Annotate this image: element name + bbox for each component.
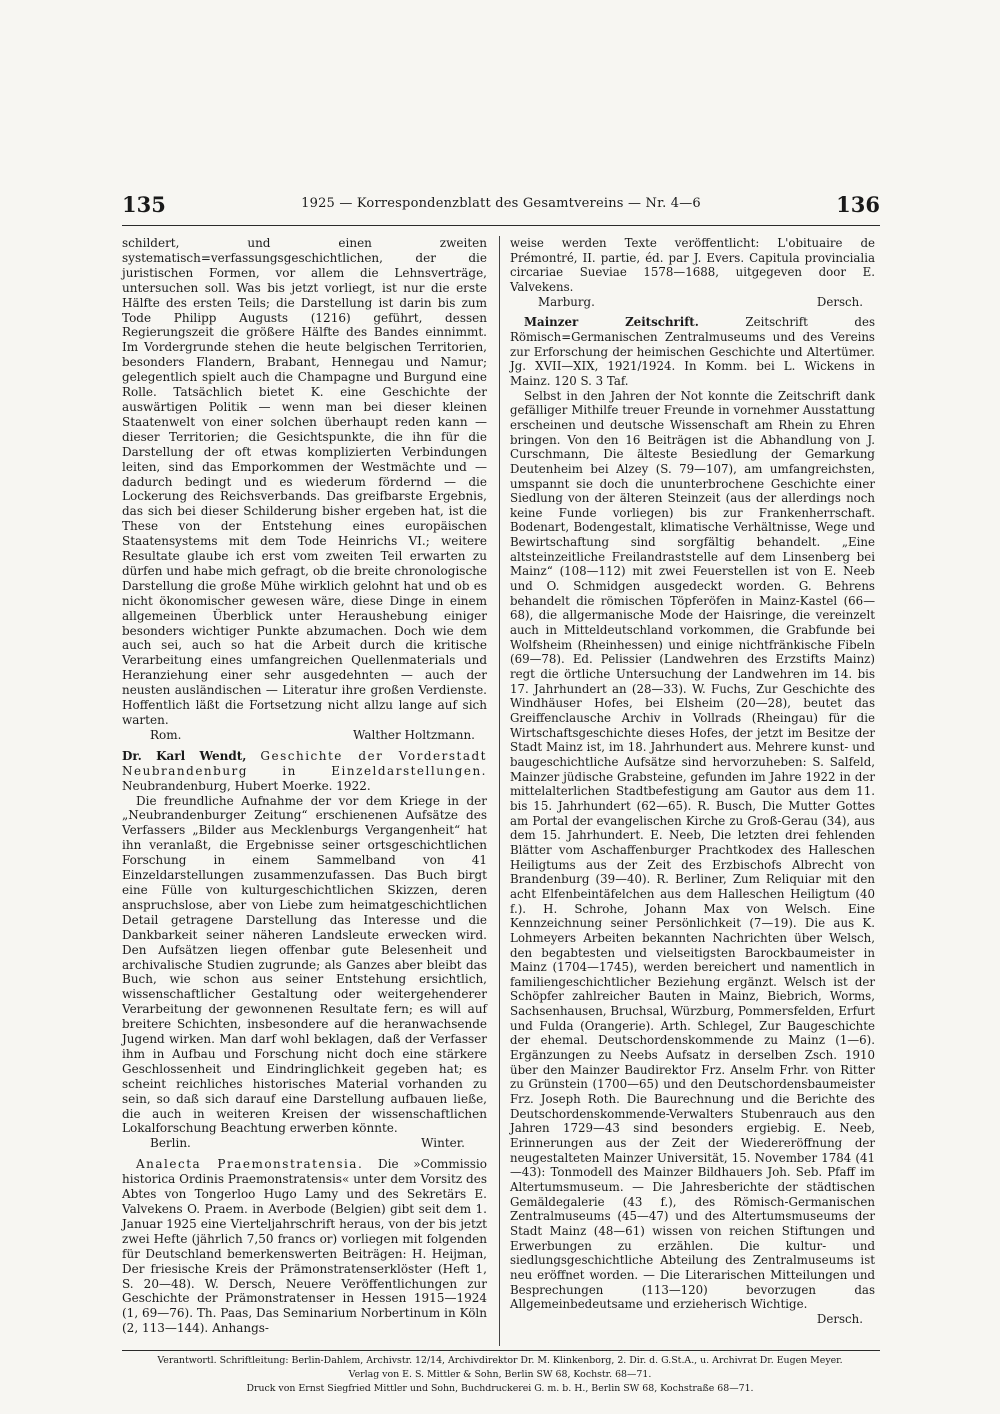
review-journal-title: Analecta Praemonstratensia. <box>136 1157 364 1172</box>
signature-name: Dersch. <box>816 1311 863 1326</box>
review-paragraph: weise werden Texte veröffentlicht: L'obituaire de Prémontré, II. partie, éd. par J. Evers. Capitula provincialia circariae Sueviae 1578—1688, uitgegeven door E. Valvekens. <box>510 236 875 294</box>
review-paragraph: Die freundliche Aufnahme der vor dem Kriege in der „Neubrandenburger Zeitung“ erschienenen Aufsätze des Verfassers „Bilder aus Mecklenburgs Vergangenheit“ hat ihn veranlaßt, die Ergebnisse seiner ortsgeschichtlichen Forschung in einem Sammelband von 41 Einzeldarstellungen zusammenzufassen. Das Buch birgt eine Fülle von kulturgeschichtlichen Skizzen, deren anspruchslose, aber von Liebe zum heimatgeschichtlichen Detail getragene Darstellung das Interesse und die Dankbarkeit seiner näheren Landsleute erwecken wird. Den Aufsätzen liegen offenbar gute Belesenheit und archivalische Studien zugrunde; als Ganzes aber bleibt das Buch, wie schon aus seiner Entstehung ersichtlich, wissenschaftlicher Gestaltung oder weitergehenderer Verarbeitung der gewonnenen Resultate fern; es will auf breitere Schichten, insbesondere auf die heranwachsende Jugend wirken. Man darf wohl beklagen, daß der Verfasser ihm in Aufbau und Forschung nicht doch eine stärkere Geschlossenheit und Eindringlichkeit gegeben hat; es scheint reichliches historisches Material vorhanden zu sein, so daß sich darauf eine Darstellung aufbauen ließe, die auch in weiteren Kreisen der wissenschaftlichen Lokalforschung Beachtung erwerben könnte. <box>122 793 487 1136</box>
right-column <box>510 236 875 1346</box>
page-number-left: 135 <box>122 192 166 217</box>
signature-place: Berlin. <box>150 1136 191 1151</box>
review-heading <box>510 315 875 388</box>
page-number-right: 136 <box>836 192 880 217</box>
column-divider <box>499 236 500 1346</box>
review-signature <box>510 1312 875 1327</box>
review-paragraph: Selbst in den Jahren der Not konnte die Zeitschrift dank gefälliger Mithilfe treuer Freunde in vornehmer Ausstattung erscheinen und deutsche Wissenschaft am Rhein zu Ehren bringen. Von den 16 Beiträgen ist die Abhandlung von J. Curschmann, Die älteste Besiedlung der Gemarkung Deutenheim bei Alzey (S. 79—107), am umfangreichsten, umspannt sie doch die ununterbrochene Geschichte einer Siedlung von der älteren Steinzeit (aus der allerdings noch keine Funde vorliegen) bis zur Frankenherrschaft. Bodenart, Bodengestalt, klimatische Verhältnisse, Wege und Bewirtschaftung sind sorgfältig behandelt. „Eine altsteinzeitliche Freilandraststelle auf dem Linsenberg bei Mainz“ (108—112) mit zwei Feuerstellen ist von E. Neeb und O. Schmidgen ausgedeckt worden. G. Behrens behandelt die römischen Töpferöfen in Mainz-Kastel (66—68), die allgermanische Mode der Haisringe, die vereinzelt auch in Mitteldeutschland vorkommen, die Grabfunde bei Wolfsheim (Rheinhessen) und einige nichtfränkische Fibeln (69—78). Ed. Pelissier (Landwehren des Erzstifts Mainz) regt die örtliche Untersuchung der Landwehren im 14. bis 17. Jahrhundert an (28—33). W. Fuchs, Zur Geschichte des Windhäuser Hofes, bei Elsheim (20—28), beutet das Greiffenclausche Archiv in Vollrads (Rheingau) für die Wirtschaftsgeschichte dieses Hofes, der jetzt im Besitze der Stadt Mainz ist, im 18. Jahrhundert aus. Mehrere kunst- und baugeschichtliche Aufsätze sind hervorzuheben: S. Salfeld, Mainzer jüdische Grabsteine, gefunden im Jahre 1922 in der mittelalterlichen Stadtbefestigung am Gautor aus dem 11. bis 15. Jahrhundert (62—65). R. Busch, Die Mutter Gottes am Portal der evangelischen Kirche zu Groß-Gerau (34), aus dem 15. Jahrhundert. E. Neeb, Die letzten drei fehlenden Blätter vom Aschaffenburger Prachtkodex des Halleschen Heiligtums aus der Zeit des Erzbischofs Albrecht von Brandenburg (39—40). R. Berliner, Zum Reliquiar mit den acht Elfenbeintäfelchen aus dem Halleschen Heiligtum (40 f.). H. Schrohe, Johann Max von Welsch. Eine Kennzeichnung seiner Persönlichkeit (7—19). Die aus K. Lohmeyers Arbeiten bekannten Nachrichten über Welsch, den begabtesten und vielseitigsten Barockbaumeister in Mainz (1704—1745), werden bereichert und namentlich in familiengeschichtlicher Beziehung ergänzt. Welsch ist der Schöpfer zahlreicher Bauten in Mainz, Biebrich, Worms, Sachsenhausen, Bruchsal, Würzburg, Pommersfelden, Erfurt und Fulda (Orangerie). Arth. Schlegel, Zur Baugeschichte der ehemal. Deutschordenskommende zu Mainz (1—6). Ergänzungen zu Neebs Aufsatz in derselben Zsch. 1910 über den Mainzer Baudirektor Frz. Anselm Frhr. von Ritter zu Grünstein (1700—65) und den Deutschordensbaumeister Frz. Joseph Roth. Die Baurechnung und die Berichte des Deutschordenskommende-Verwalters Stubenrauch aus den Jahren 1729—43 sind besonders ergiebig. E. Neeb, Erinnerungen aus der Zeit der Wiedereröffnung der neugestalteten Mainzer Universität, 15. November 1784 (41—43): Tonmodell des Mainzer Bildhauers Joh. Seb. Pfaff im Altertumsmuseum. — Die Jahresberichte der städtischen Gemäldegalerie (43 f.), des Römisch-Germanischen Zentralmuseums (45—47) und des Altertumsmuseums der Stadt Mainz (48—61) wissen von reichen Stiftungen und Erwerbungen zu erzählen. Die kultur- und siedlungsgeschichtliche Abteilung des Zentralmuseums ist neu eröffnet worden. — Die Literarischen Mitteilungen und Besprechungen (113—120) bevorzugen das Allgemeinbedeutsame und erzieherisch Wichtige. <box>510 388 875 1312</box>
footer-rule <box>122 1350 880 1351</box>
imprint-editorial: Verantwortl. Schriftleitung: Berlin-Dahlem, Archivstr. 12/14, Archivdirektor Dr. M. Klinkenborg, 2. Dir. d. G.St.A., u. Archivrat Dr. Eugen Meyer. <box>157 1355 843 1366</box>
header-rule <box>122 225 880 226</box>
page-header <box>122 192 880 218</box>
imprint <box>100 1354 900 1396</box>
imprint-printer: Druck von Ernst Siegfried Mittler und Sohn, Buchdruckerei G. m. b. H., Berlin SW 68, Kochstraße 68—71. <box>246 1383 754 1394</box>
signature-name: Walther Holtzmann. <box>353 727 475 742</box>
review-heading <box>122 749 487 794</box>
imprint-publisher: Verlag von E. S. Mittler & Sohn, Berlin SW 68, Kochstr. 68—71. <box>348 1369 652 1380</box>
review-signature <box>122 728 487 743</box>
signature-name: Winter. <box>421 1136 465 1151</box>
review-bibliography: Zeitschrift des Römisch=Germanischen Zentralmuseums und des Vereins zur Erforschung der heimischen Geschichte und Altertümer. Jg. XVII—XIX, 1921/1924. In Komm. bei L. Wickens in Mainz. 120 S. 3 Taf. <box>510 315 875 388</box>
review-paragraph <box>122 1157 487 1336</box>
review-signature <box>122 1136 487 1151</box>
review-signature <box>510 295 875 310</box>
review-book-title: Geschichte der Vorderstadt Neubrandenburg in Einzeldarstellungen. <box>122 748 487 778</box>
review-journal-title: Mainzer Zeitschrift. <box>524 315 699 330</box>
signature-place: Marburg. <box>538 294 595 309</box>
review-author: Dr. Karl Wendt, <box>122 748 247 763</box>
left-column <box>122 236 487 1346</box>
review-text: Die »Commissio historica Ordinis Praemonstratensis« unter dem Vorsitz des Abtes von Tongerloo Hugo Lamy und des Sekretärs E. Valvekens O. Praem. in Averbode (Belgien) gibt seit dem 1. Januar 1925 eine Vierteljahrschrift heraus, von der bis jetzt zwei Hefte (jährlich 7,50 francs or) vorliegen mit folgenden für Deutschland bemerkenswerten Beiträgen: H. Heijman, Der friesische Kreis der Prämonstratenserklöster (Heft 1, S. 20—48). W. Dersch, Neuere Veröffentlichungen zur Geschichte der Prämonstratenser in Hessen 1915—1924 (1, 69—76). Th. Paas, Das Seminarium Norbertinum in Köln (2, 113—144). Anhangs- <box>122 1157 487 1336</box>
review-publisher: Neubrandenburg, Hubert Moerke. 1922. <box>122 778 371 793</box>
running-title: 1925 — Korrespondenzblatt des Gesamtvereins — Nr. 4—6 <box>301 196 701 211</box>
review-paragraph: schildert, und einen zweiten systematisch=verfassungsgeschichtlichen, der die juristischen Formen, vor allem die Lehnsverträge, untersuchen soll. Was bis jetzt vorliegt, ist nur die erste Hälfte des ersten Teils; die Darstellung ist darin bis zum Tode Philipp Augusts (1216) geführt, dessen Regierungszeit die größere Hälfte des Bandes einnimmt. Im Vordergrunde stehen die heute belgischen Territorien, besonders Flandern, Brabant, Hennegau und Namur; gelegentlich spielt auch die Champagne und Burgund eine Rolle. Tatsächlich bietet K. eine Geschichte der auswärtigen Politik — wenn man bei dieser kleinen Staatenwelt von einer solchen überhaupt reden kann — dieser Territorien; die Gesichtspunkte, die ihn für die Darstellung der oft etwas komplizierten Verbindungen leiten, sind das Emporkommen der Westmächte und — dadurch bedingt und es wiederum fördernd — die Lockerung des Reichsverbands. Das greifbarste Ergebnis, das sich bei dieser Schilderung bisher ergeben hat, ist die These von der Entstehung eines europäischen Staatensystems mit dem Tode Heinrichs VI.; weitere Resultate glaube ich erst vom zweiten Teil erwarten zu dürfen und habe mich gefragt, ob die breite chronologische Darstellung die große Mühe wirklich gelohnt hat und ob es nicht ökonomischer gewesen wäre, diese Dinge in einem allgemeinen Überblick unter Heraushebung einiger besonders wichtiger Punkte abzumachen. Doch wie dem auch sei, auch so hat die Arbeit durch die kritische Verarbeitung eines umfangreichen Quellenmaterials und Heranziehung einer sehr ausgedehnten — auch der neusten ausländischen — Literatur ihre großen Verdienste. Hoffentlich läßt die Fortsetzung nicht allzu lange auf sich warten. <box>122 236 487 727</box>
signature-name: Dersch. <box>816 294 863 309</box>
signature-place: Rom. <box>150 727 182 742</box>
